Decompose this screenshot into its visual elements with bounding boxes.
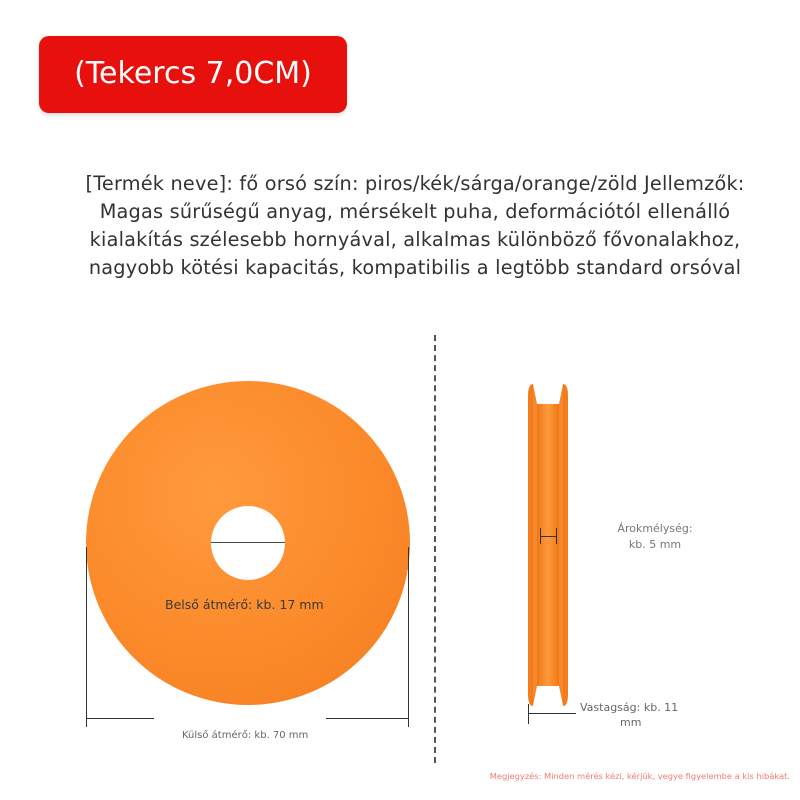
spool-front-view bbox=[86, 381, 410, 705]
thickness-label-line-2: mm bbox=[620, 716, 642, 729]
description-line-3: kialakítás szélesebb hornyával, alkalmas különböző fővonalakhoz, bbox=[89, 228, 741, 251]
thickness-line bbox=[528, 713, 576, 714]
groove-depth-line bbox=[540, 536, 557, 537]
thickness-label-line-1: Vastagság: kb. 11 bbox=[580, 701, 679, 714]
outer-diameter-label: Külső átmérő: kb. 70 mm bbox=[182, 730, 309, 741]
measurement-note: Megjegyzés: Minden mérés kézi, kérjük, vegye figyelembe a kis hibákat. bbox=[489, 771, 790, 781]
description-line-1: [Termék neve]: fő orsó szín: piros/kék/sárga/orange/zöld Jellemzők: bbox=[85, 172, 745, 195]
inner-diameter-label: Belső átmérő: kb. 17 mm bbox=[165, 597, 324, 612]
outer-dimension-left-tick bbox=[86, 547, 87, 727]
title-badge bbox=[39, 36, 347, 113]
groove-depth-label bbox=[610, 521, 700, 553]
thickness-label bbox=[580, 700, 690, 730]
outer-dimension-left-line bbox=[86, 718, 154, 719]
description-line-4: nagyobb kötési kapacitás, kompatibilis a legtöbb standard orsóval bbox=[88, 256, 742, 279]
dashed-divider bbox=[434, 335, 436, 763]
outer-dimension-right-tick bbox=[408, 547, 409, 727]
inner-diameter-line bbox=[211, 542, 285, 543]
title-badge-text: (Tekercs 7,0CM) bbox=[74, 56, 312, 91]
spool-center-hole bbox=[211, 506, 285, 580]
outer-dimension-right-line bbox=[326, 718, 408, 719]
thickness-left-tick bbox=[528, 704, 529, 724]
product-description bbox=[30, 170, 800, 282]
groove-depth-label-line-1: Árokmélység: bbox=[617, 522, 693, 535]
description-line-2: Magas sűrűségű anyag, mérsékelt puha, deformációtól ellenálló bbox=[99, 200, 731, 223]
groove-depth-label-line-2: kb. 5 mm bbox=[628, 538, 682, 551]
spool-side-view bbox=[525, 384, 571, 706]
